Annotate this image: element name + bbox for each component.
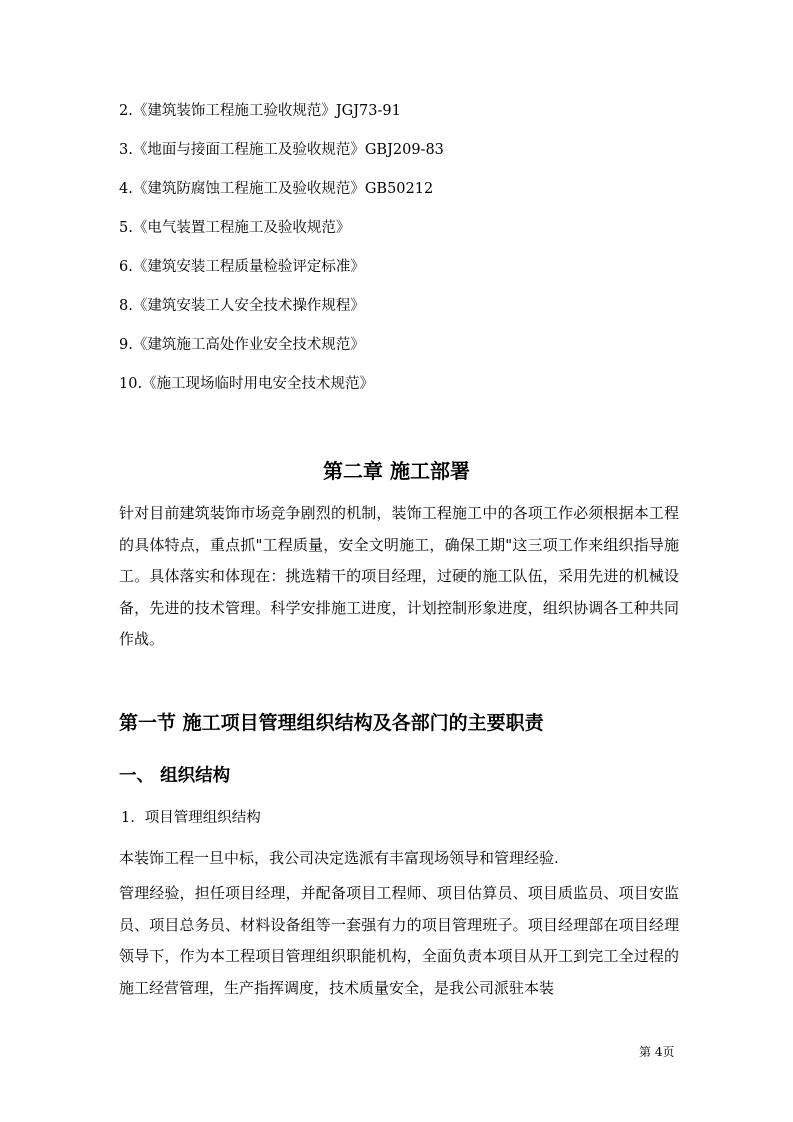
section-title: 第一节 施工项目管理组织结构及各部门的主要职责: [119, 712, 544, 734]
body-paragraph: 管理经验，担任项目经理，并配备项目工程师、项目估算员、项目质监员、项目安监员、项目总务员、材料设备组等一套强有力的项目管理班子。项目经理部在项目经理领导下，作为本工程项目管理组织职能机构，全面负责本项目从开工到完工全过程的施工经营管理，生产指挥调度，技术质量安全，是我公司派驻本装: [119, 884, 679, 997]
page-number: 第 4页: [639, 1045, 675, 1059]
item-title: 1．项目管理组织结构: [121, 810, 261, 826]
reference-item: 10.《施工现场临时用电安全技术规范》: [119, 376, 375, 392]
reference-item: 5.《电气装置工程施工及验收规范》: [119, 220, 351, 236]
body-line: 本装饰工程一旦中标，我公司决定选派有丰富现场领导和管理经验.: [119, 849, 559, 867]
reference-item: 9.《建筑施工高处作业安全技术规范》: [119, 337, 365, 353]
reference-item: 6.《建筑安装工程质量检验评定标准》: [119, 259, 365, 275]
subsection-title: 一、 组织结构: [119, 766, 231, 786]
reference-item: 3.《地面与接面工程施工及验收规范》GBJ209-83: [119, 142, 444, 158]
chapter-intro-paragraph: 针对目前建筑装饰市场竞争剧烈的机制，装饰工程施工中的各项工作必须根据本工程的具体特点，重点抓"工程质量，安全文明施工，确保工期"这三项工作来组织指导施工。具体落实和体现在：挑选精干的项目经理，过硬的施工队伍，采用先进的机械设备，先进的技术管理。科学安排施工进度，计划控制形象进度，组织协调各工种共同作战。: [119, 504, 679, 648]
chapter-title: 第二章 施工部署: [323, 459, 470, 483]
reference-item: 8.《建筑安装工人安全技术操作规程》: [119, 298, 365, 314]
reference-item: 2.《建筑装饰工程施工验收规范》JGJ73-91: [119, 103, 401, 119]
reference-item: 4.《建筑防腐蚀工程施工及验收规范》GB50212: [119, 181, 434, 197]
